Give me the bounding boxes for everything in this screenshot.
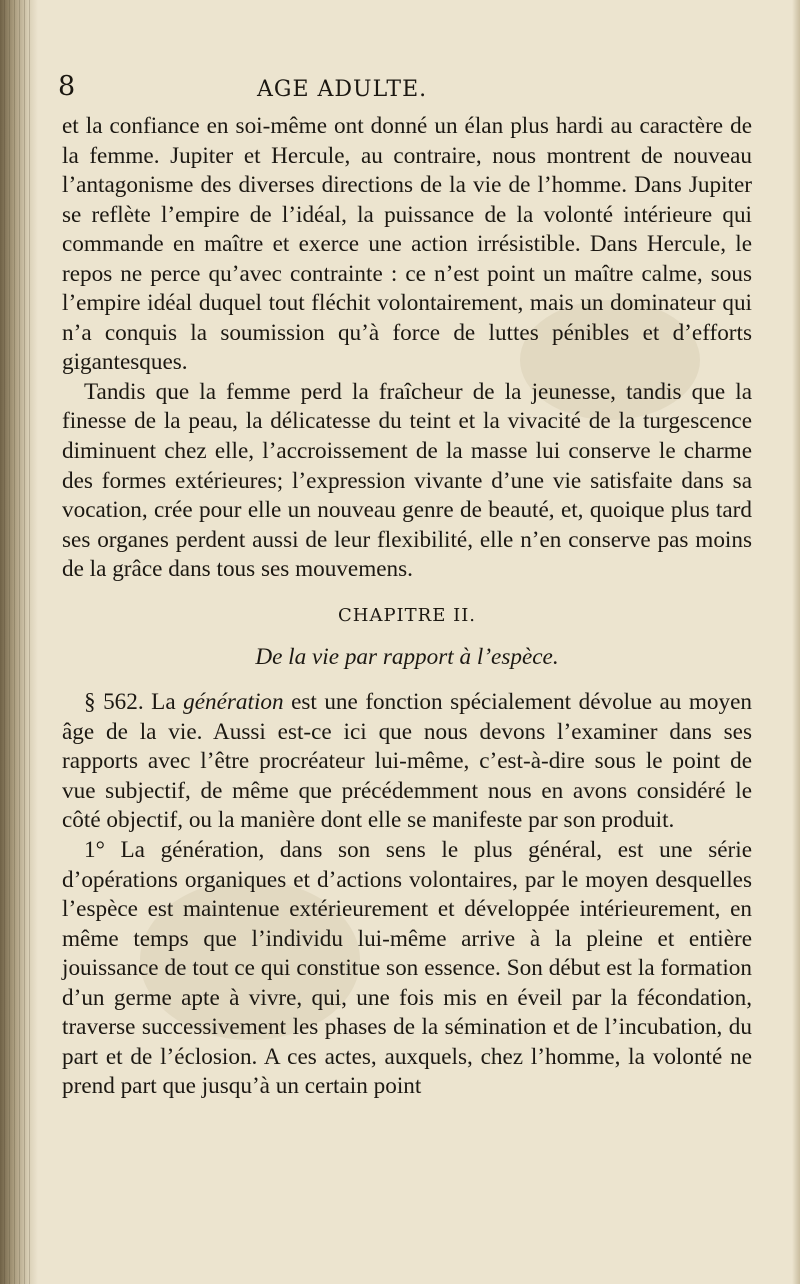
chapter-heading: CHAPITRE II. xyxy=(337,604,477,626)
paragraph-1: et la confiance en soi-même ont donné un élan plus hardi au caractère de la femme. Jupiter et Hercule, au contraire, nous montrent de nouveau l’antagonisme des diverses directions de la vie de l’homme. Dans Jupiter se reflète l’empire de l’idéal, la puissance de la volonté intérieure qui commande en maître et exerce une action irrésistible. Dans Hercule, le repos ne perce qu’avec contrainte : ce n’est point un maître calme, sous l’empire idéal duquel tout fléchit volontairement, mais un dominateur qui n’a conquis la soumission qu’à force de luttes pénibles et d’efforts gigantesques. xyxy=(62,113,752,376)
paragraph-3-italic-term: génération xyxy=(183,689,284,716)
running-head: AGE ADULTE. xyxy=(257,77,428,102)
paragraph-3-rest: est une fonction spécialement dévolue au moyen âge de la vie. Aussi est-ce ici que nous devons l’examiner dans ses rapports avec l’être procréateur lui-même, c’est-à-dire sous le point de vue subjectif, de même que précédemment nous en avons considéré le côté objectif, ou la manière dont elle se manifeste par son produit. xyxy=(62,689,752,834)
paragraph-2: Tandis que la femme perd la fraîcheur de la jeunesse, tandis que la finesse de la peau, la délicatesse du teint et la vivacité de la turgescence diminuent chez elle, l’accroissement de la masse lui conserve le charme des formes extérieures; l’expression vivante d’une vie satisfaite dans sa vocation, crée pour elle un nouveau genre de beauté, et, quoique plus tard ses organes perdent aussi de leur flexibilité, elle n’en conserve pas moins de la grâce dans tous ses mouvemens. xyxy=(62,378,752,583)
body-text xyxy=(62,112,752,1102)
paragraph-3-prefix: § 562. La xyxy=(84,689,184,716)
page-right-edge xyxy=(792,0,800,1284)
page-header xyxy=(58,72,758,108)
paragraph-4: 1° La génération, dans son sens le plus général, est une série d’opérations organiques et d’actions volontaires, par le moyen desquelles l’espèce est maintenue extérieurement et développée intérieurement, en même temps que l’individu lui-même arrive à la pleine et entière jouissance de tout ce qui constitue son essence. Son début est la formation d’un germe apte à vivre, qui, une fois mis en éveil par la fécondation, traverse successivement les phases de la sémination et de l’incubation, du part et de l’éclosion. A ces actes, auxquels, chez l’homme, la volonté ne prend part que jusqu’à un certain point xyxy=(62,837,752,1100)
page-number: 8 xyxy=(58,71,76,102)
paragraph-3 xyxy=(62,688,752,836)
chapter-title: De la vie par rapport à l’espèce. xyxy=(255,643,559,670)
binding-gutter-texture xyxy=(4,0,34,1284)
